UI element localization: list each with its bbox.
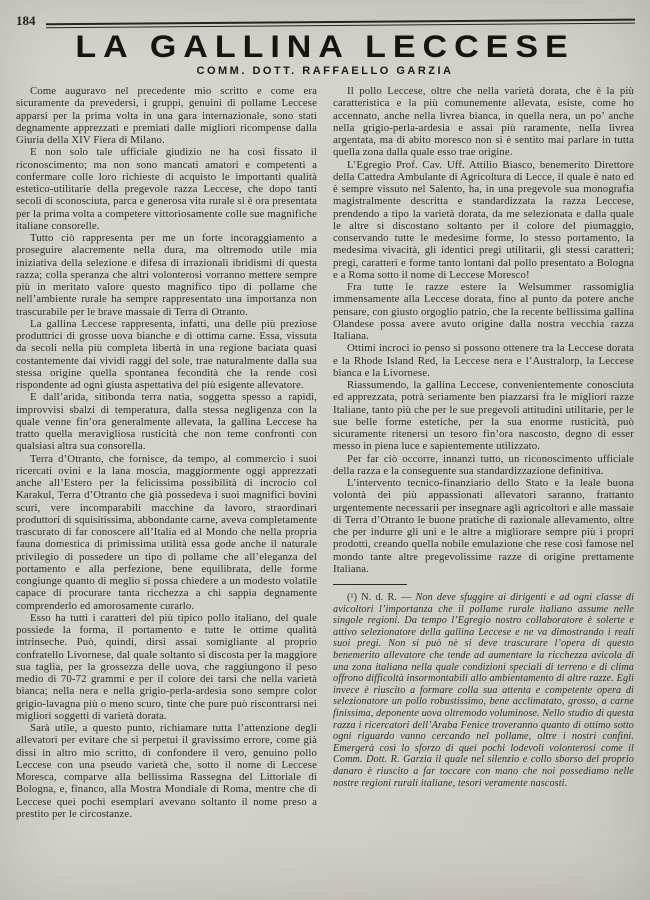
body-paragraph: Esso ha tutti i caratteri del più tipico pollo italiano, del quale possiede la forma, il portamento e tutte le ottime qualità intrinseche. Può, quindi, dirsi assai somigliante al proprio confratello Livornese, dal quale soltanto si discosta per la maggiore sua taglia, per la grossezza delle uova, che raggiungono il peso medio di 70-72 grammi e per il colore dei tarsi che nella varietà bianca; nella nera e nella grigio-perla-ardesia sono sempre color grigio-lavagna più o meno scuro, tinte che pure può riscontrarsi nei migliori soggetti di varietà dorata. (16, 611, 317, 722)
footnote-label: (¹) N. d. R. — (347, 592, 416, 603)
left-column (16, 85, 317, 820)
body-paragraph: La gallina Leccese rappresenta, infatti, una delle più preziose produttrici di grosse uova bianche e di ottima carne. Essa, vissuta da secoli nella più completa libertà in una regione baciata quasi costantemente dai vividi raggi del sole, trae naturalmente dalla sua stessa origine quella spontanea fecondità che la rende così rispondente ad ogni giusta aspettativa del più esigente allevatore. (16, 317, 317, 391)
body-paragraph: Tutto ciò rappresenta per me un forte incoraggiamento a proseguire alacremente nella dura, ma oltremodo utile mia iniziativa della selezione e difesa di irrazionali ibridismi di questa razza; colla speranza che altri volonterosi vorranno mettere sempre più in meritato valore questo magnifico tipo di pollame che nell’ambiente rurale ha sempre rappresentato una importanza non trascurabile per le brave massaie di Terra di Otranto. (16, 232, 317, 318)
text-columns (16, 85, 634, 820)
page-header (16, 14, 634, 28)
page-number: 184 (16, 13, 36, 28)
body-paragraph: L’Egregio Prof. Cav. Uff. Attilio Biasco, benemerito Direttore della Cattedra Ambulante di Agricoltura di Lecce, il quale è nato ed è sempre vissuto nel Salento, ha, in una pregevole sua monografia magistralmente descritta e standardizzata la razza Leccese, prendendo a tipo la varietà dorata, da me selezionata e dalla quale le altre si discostano soltanto per il colore del piumaggio, conservando tutte le medesime forme, lo stesso portamento, la medesima vivacità, gli identici pregi utilitarii, gli stessi caratteri; pregi, caratteri e forme tanto lontani dal pollo presentato a Bologna e a Roma sotto il nome di Leccese Moresco! (333, 158, 634, 281)
body-paragraph: Riassumendo, la gallina Leccese, convenientemente conosciuta ed apprezzata, potrà seriamente ben piazzarsi fra le migliori razze Italiane, tanto più che per le sue pregevoli attitudini utilitarie, per le sue belle forme estetiche, per la sua enorme rusticità, può sicuramente ritenersi un tesoro fin’ora nascosto, degno di esser messo in piena luce e sapientemente utilizzato. (333, 379, 634, 453)
body-paragraph: Fra tutte le razze estere la Welsummer rassomiglia immensamente alla Leccese dorata, fino al punto da potere anche pensare, con giusto orgoglio patrio, che la recente bellissima gallina Olandese possa avere avuto origine dalla nostra vecchia razza Italiana. (333, 281, 634, 342)
header-double-rule (45, 19, 634, 29)
body-paragraph: Come auguravo nel precedente mio scritto e come era sicuramente da prevedersi, i gruppi, genuini di pollame Leccese apparsi per la prima volta in una gara internazionale, sono stati degnamente apprezzati e premiati dalle migliori ricompense dalla Giuria della XIV Fiera di Milano. (16, 85, 317, 146)
body-paragraph: Terra d’Otranto, che fornisce, da tempo, al commercio i suoi ricercati ovini e la lana moscia, maggiormente oggi apprezzati anche all’Estero per la felicissima possibilità di incrocio col Karakul, Terra d’Otranto che già possedeva i suoi magnifici bovini scuri, vere incomparabili macchine da lavoro, straordinari produttori di squisitissima, abbondante carne, aveva completamente trascurato di far conoscere all’Italia ed al Mondo che nella propria fauna domestica di primissima utilità essa gode anche il naturale privilegio di possedere un tipo di pollame che all’eleganza del portamento e alla perfezione, bene equilibrata, delle forme congiunge quanto di meglio si possa chiedere a un modesto volatile capace di procurare tanta ricchezza a chi sappia degnamente comprenderlo ed amorosamente curarlo. (16, 452, 317, 612)
article-author: COMM. DOTT. RAFFAELLO GARZIA (196, 65, 454, 77)
body-paragraph: E dall’arida, sitibonda terra natia, soggetta spesso a rapidi, improvvisi sbalzi di temperatura, dalla stessa negligenza con la quale venne fin’ora generalmente allevata, la gallina Leccese ha tratto quella meravigliosa rusticità che non teme confronti con qualsiasi altra sua consorella. (16, 391, 317, 453)
body-paragraph: Ottimi incroci io penso si possono ottenere tra la Leccese dorata e la Rhode Island Red, la Leccese nera e l’Australorp, la Leccese bianca e la Livornese. (333, 342, 634, 379)
body-paragraph: Per far ciò occorre, innanzi tutto, un riconoscimento ufficiale della razza e la conseguente sua standardizzazione definitiva. (333, 452, 634, 477)
body-paragraph: E non solo tale ufficiale giudizio ne ha così fissato il riconoscimento; ma non sono mancati amatori e competenti a confermare colle loro richieste di acquisto le importanti qualità estetico-utilitarie della pregevole razza Leccese, che dopo tanti secoli di sconosciuta, parca e generosa vita rurale si è ora presentata per la prima volta a competere vittoriosamente colle sue magnifiche italiane consorelle. (16, 146, 317, 232)
footnote-separator-rule (333, 584, 407, 585)
footnote (333, 592, 634, 789)
body-paragraph: L’intervento tecnico-finanziario dello Stato e la leale buona volontà dei più appassionati allevatori saranno, frattanto urgentemente necessarii per insegnare agli agricoltori e alle massaie di Terra d’Otranto le buone pratiche di razionale allevamento, oltre che per indurre gli uni e le altre a migliorare sempre più i propri prodotti, creando quella nobile emulazione che rese così famose nel mondo tante altre pregevolissime razze di origine prettamente Italiana. (333, 477, 634, 575)
right-column (333, 85, 634, 820)
body-paragraph: Il pollo Leccese, oltre che nella varietà dorata, che è la più caratteristica e la più comunemente allevata, esiste, come ho accennato, anche nella livrea bianca, in quella nera, un po’ anche nella grigio-perla-ardesia e assai più raramente, nella livrea argentata, ma di abito moresco non si è sentito mai parlare in tutta quella zona dalla quale esso trae origine. (333, 85, 634, 159)
article-title: LA GALLINA LECCESE (75, 29, 575, 65)
body-paragraph: Sarà utile, a questo punto, richiamare tutta l’attenzione degli allevatori per evitare che si perpetui il gravissimo errore, come già dissi in altro mio scritto, di confondere il vero, genuino pollo Leccese con una pseudo varietà che, sotto il nome di Leccese Moresca, comparve alla bellissima Rassegna del Littoriale di Bologna, e, financo, alla Mostra Mondiale di Roma, mentre che di Leccese quei pochi esemplari avevano soltanto il nome preso a prestito per le circostanze. (16, 722, 317, 820)
footnote-paragraph (333, 592, 634, 789)
footnote-text: Non deve sfuggire ai dirigenti e ad ogni classe di avicoltori l’importanza che il pollame rurale italiano assume nelle singole regioni. Da tempo l’Egregio nostro collaboratore è solerte e attivo selezionatore della gallina Leccese e ne va dimostrando i reali suoi pregi. Non si può nè si deve trascurare l’opera di questo benemerito allevatore che tende ad aumentare la ricchezza avicola di una zona italiana nella quale condizioni speciali di terreno e di clima offrono difficoltà insormontabili allo ambientamento di altre razze. Egli invece è riuscito a formare colla sua attenta e competente opera di selezionatore un pollo robustissimo, bene acclimatato, grosso, a carne finissima, deponente uova oltremodo voluminose. Nello studio di questa razza i ricercatori dell’Araba Fenice troveranno quanto di ottimo sotto ogni riguardo vanno cercando nel pollame, oltre i nostri confini. Emergerà così lo sforzo di quei pochi lodevoli volonterosi come il Comm. Dott. R. Garzia il quale nel silenzio e collo sborso del proprio danaro è riuscito a far toccare con mano che noi possediamo nelle nostre regioni rurali italiane, tesori veramente nascosti. (333, 592, 634, 789)
